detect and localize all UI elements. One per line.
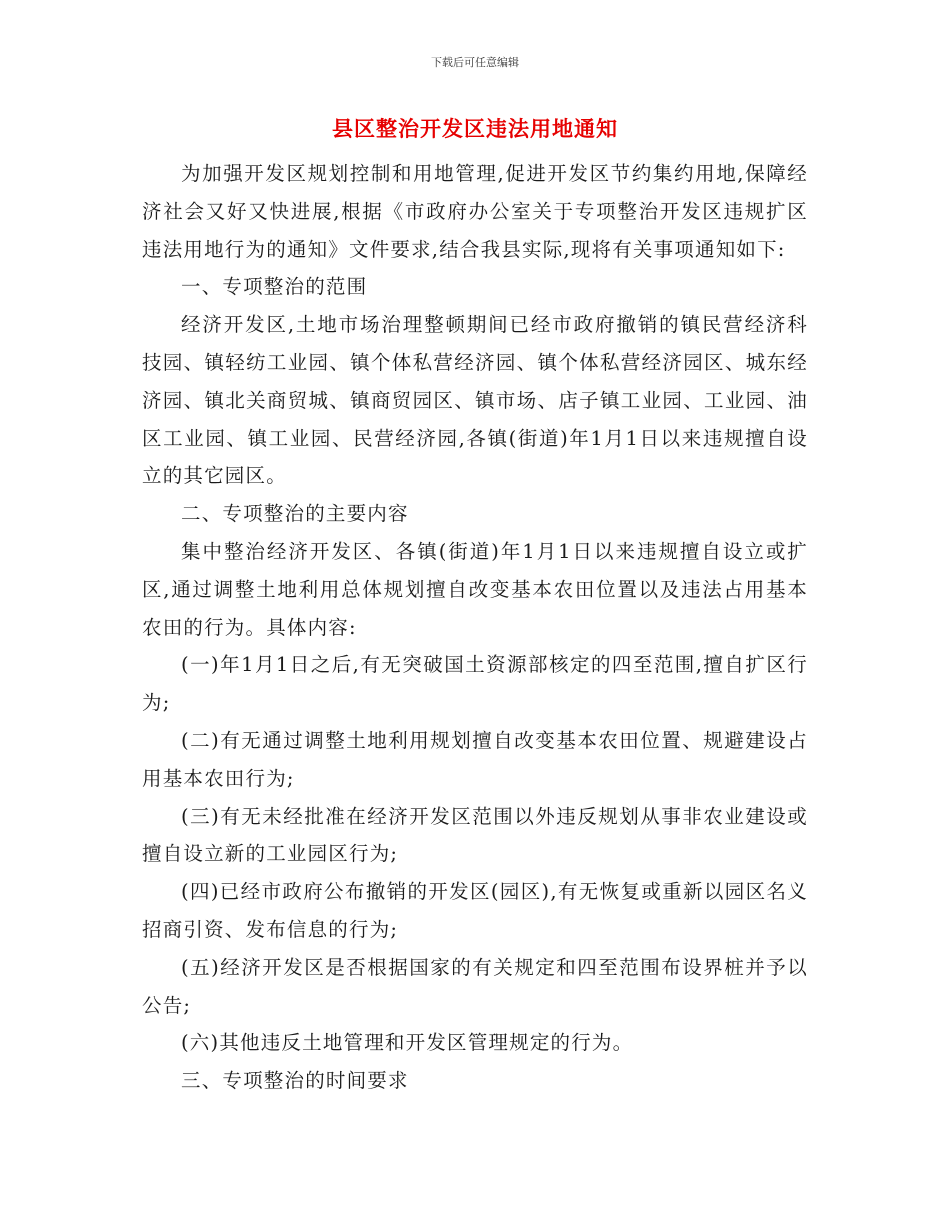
list-item-2: (二)有无通过调整土地利用规划擅自改变基本农田位置、规避建设占用基本农田行为; [142, 728, 808, 790]
paragraph-scope: 经济开发区,土地市场治理整顿期间已经市政府撤销的镇民营经济科技园、镇轻纺工业园、镇个体私营经济园、镇个体私营经济园区、城东经济园、镇北关商贸城、镇商贸园区、镇市场、店子镇工业园、工业园、油区工业园、镇工业园、民营经济园,各镇(街道)年1月1日以来违规擅自设立的其它园区。 [142, 313, 808, 488]
section-heading-3: 三、专项整治的时间要求 [181, 1069, 409, 1093]
list-item-1: (一)年1月1日之后,有无突破国土资源部核定的四至范围,擅自扩区行为; [142, 653, 808, 715]
paragraph-main-content: 集中整治经济开发区、各镇(街道)年1月1日以来违规擅自设立或扩区,通过调整土地利用总体规划擅自改变基本农田位置以及违法占用基本农田的行为。具体内容: [142, 539, 808, 639]
list-item-3: (三)有无未经批准在经济开发区范围以外违反规划从事非农业建设或擅自设立新的工业园区行为; [142, 804, 808, 866]
list-item-6: (六)其他违反土地管理和开发区管理规定的行为。 [181, 1031, 634, 1055]
section-heading-2: 二、专项整治的主要内容 [181, 502, 409, 526]
page-header-note: 下载后可任意编辑 [431, 56, 519, 69]
document-title: 县区整治开发区违法用地通知 [332, 116, 618, 141]
paragraph-intro: 为加强开发区规划控制和用地管理,促进开发区节约集约用地,保障经济社会又好又快进展,根据《市政府办公室关于专项整治开发区违规扩区违法用地行为的通知》文件要求,结合我县实际,现将有关事项通知如下: [142, 162, 808, 261]
document-body [142, 155, 808, 1100]
list-item-4: (四)已经市政府公布撤销的开发区(园区),有无恢复或重新以园区名义招商引资、发布信息的行为; [142, 880, 808, 941]
section-heading-1: 一、专项整治的范围 [181, 275, 368, 299]
list-item-5: (五)经济开发区是否根据国家的有关规定和四至范围布设界桩并予以公告; [142, 955, 808, 1017]
